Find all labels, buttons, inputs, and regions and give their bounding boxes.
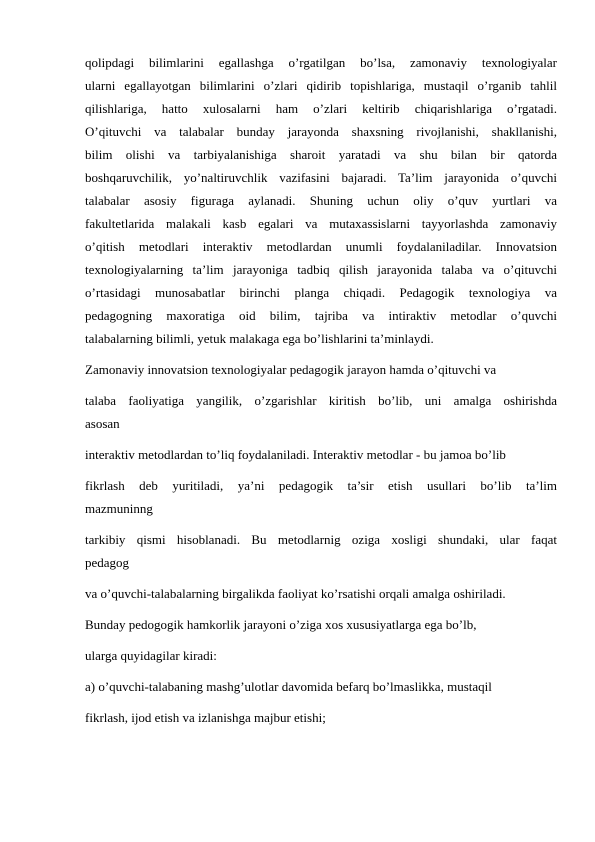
paragraph-1 xyxy=(85,51,557,350)
text-line: pedagogning maxoratiga oid bilim, tajriba va intiraktiv metodlar o’quvchi xyxy=(85,308,557,323)
text-line: boshqaruvchilik, yo’naltiruvchlik vazifasini bajaradi. Ta’lim jarayonida o’quvchi xyxy=(85,170,557,185)
text-line: ularni egallayotgan bilimlarini o’zlari qidirib topishlariga, mustaqil o’rganib tahlil xyxy=(85,78,557,93)
text-line: talabalarning bilimli, yetuk malakaga ega bo’lishlarini ta’minlaydi. xyxy=(85,331,434,346)
text-line: pedagog xyxy=(85,555,130,570)
text-line: mazmuninng xyxy=(85,501,153,516)
text-line: talabalar asosiy figuraga aylanadi. Shuning uchun oliy o’quv yurtlari va xyxy=(85,193,557,208)
text-line: a) o’quvchi-talabaning mashg’ulotlar davomida befarq bo’lmaslikka, mustaqil xyxy=(85,679,492,694)
text-line: fikrlash deb yuritiladi, ya’ni pedagogik ta’sir etish usullari bo’lib ta’lim xyxy=(85,478,557,493)
text-line: fikrlash, ijod etish va izlanishga majbur etishi; xyxy=(85,710,326,725)
text-line: Zamonaviy innovatsion texnologiyalar pedagogik jarayon hamda o’qituvchi va xyxy=(85,362,497,377)
text-line: texnologiyalarning ta’lim jarayoniga tadbiq qilish jarayonida talaba va o’qituvchi xyxy=(85,262,557,277)
text-line: tarkibiy qismi hisoblanadi. Bu metodlarnig oziga xosligi shundaki, ular faqat xyxy=(85,532,557,547)
text-line: bilim olishi va tarbiyalanishiga sharoit yaratadi va shu bilan bir qatorda xyxy=(85,147,557,162)
text-line: asosan xyxy=(85,416,120,431)
text-line: ularga quyidagilar kiradi: xyxy=(85,648,217,663)
text-line: Bunday pedogogik hamkorlik jarayoni o’ziga xos xususiyatlarga ega bo’lb, xyxy=(85,617,477,632)
text-line: va o’quvchi-talabalarning birgalikda faoliyat ko’rsatishi orqali amalga oshiriladi. xyxy=(85,586,506,601)
text-line: qolipdagi bilimlarini egallashga o’rgatilgan bo’lsa, zamonaviy texnologiyalar xyxy=(85,55,557,70)
document-page xyxy=(85,51,557,729)
text-line: o’qitish metodlari interaktiv metodlardan unumli foydalaniladilar. Innovatsion xyxy=(85,239,557,254)
text-line: interaktiv metodlardan to’liq foydalaniladi. Interaktiv metodlar - bu jamoa bo’lib xyxy=(85,447,506,462)
text-line: o’rtasidagi munosabatlar birinchi planga chiqadi. Pedagogik texnologiya va xyxy=(85,285,557,300)
text-line: talaba faoliyatiga yangilik, o’zgarishlar kiritish bo’lib, uni amalga oshirishda xyxy=(85,393,557,408)
text-line: O’qituvchi va talabalar bunday jarayonda shaxsning rivojlanishi, shakllanishi, xyxy=(85,124,557,139)
text-line: fakultetlarida malakali kasb egalari va mutaxassislarni tayyorlashda zamonaviy xyxy=(85,216,557,231)
text-line: qilishlariga, hatto xulosalarni ham o’zlari keltirib chiqarishlariga o’rgatadi. xyxy=(85,101,557,116)
